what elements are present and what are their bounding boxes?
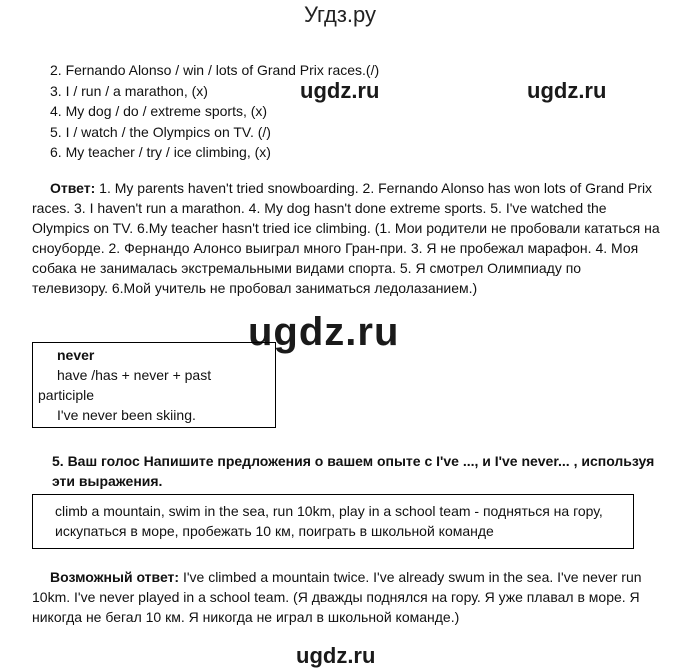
answer-label: Ответ: bbox=[50, 180, 96, 196]
grammar-example: I've never been skiing. bbox=[57, 407, 196, 423]
watermark: ugdz.ru bbox=[248, 310, 400, 354]
possible-answer-paragraph bbox=[32, 567, 660, 627]
grammar-rule-continued: participle bbox=[38, 387, 95, 403]
watermark: ugdz.ru bbox=[527, 78, 607, 103]
phrases-box bbox=[32, 494, 634, 549]
grammar-box bbox=[32, 342, 276, 428]
site-title: Угдз.ру bbox=[303, 2, 377, 27]
exercise-item: 3. I / run / a marathon, (x) bbox=[50, 82, 208, 99]
possible-answer-label: Возможный ответ: bbox=[50, 569, 180, 585]
exercise-item: 6. My teacher / try / ice climbing, (x) bbox=[50, 144, 271, 161]
watermark: ugdz.ru bbox=[300, 78, 380, 103]
answer-text: 1. My parents haven't tried snowboarding. 2. Fernando Alonso has won lots of Grand Prix races. 3. I haven't run a marathon. 4. My dog hasn't done extreme sports. 5. I've watched the Olympics on TV. 6.My teacher hasn't tried ice climbing. (1. Мои родители не пробовали кататься на сноуборде. 2. Фернандо Алонсо выиграл много Гран-при. 3. Я не пробежал марафон. 4. Моя собака не занималась экстремальными видами спорта. 5. Я смотрел Олимпиаду по телевизору. 6.Мой учитель не пробовал заниматься ледолазанием.) bbox=[32, 180, 660, 296]
exercise-item: 4. My dog / do / extreme sports, (x) bbox=[50, 103, 268, 120]
grammar-title: never bbox=[57, 347, 95, 363]
answer-paragraph bbox=[32, 178, 660, 298]
exercise-list bbox=[50, 60, 379, 163]
grammar-rule: have /has + never + past bbox=[57, 367, 212, 383]
exercise-item: 5. I / watch / the Olympics on TV. (/) bbox=[50, 123, 271, 140]
task-5-heading: 5. Ваш голос Напишите предложения о вашем опыте с I've ..., и I've never... , используя эти выражения. bbox=[52, 453, 655, 489]
watermark: ugdz.ru bbox=[296, 643, 376, 668]
phrases-text: climb a mountain, swim in the sea, run 10km, play in a school team - подняться на гору, искупаться в море, пробежать 10 км, поиграть в школьной команде bbox=[55, 503, 603, 539]
possible-answer-text: I've climbed a mountain twice. I've already swum in the sea. I've never run 10km. I've never played in a school team. (Я дважды поднялся на гору. Я уже плавал в море. Я никогда не бегал 10 км. Я никогда не играл в школьной команде.) bbox=[32, 569, 642, 625]
exercise-item: 2. Fernando Alonso / win / lots of Grand Prix races.(/) bbox=[50, 62, 380, 78]
